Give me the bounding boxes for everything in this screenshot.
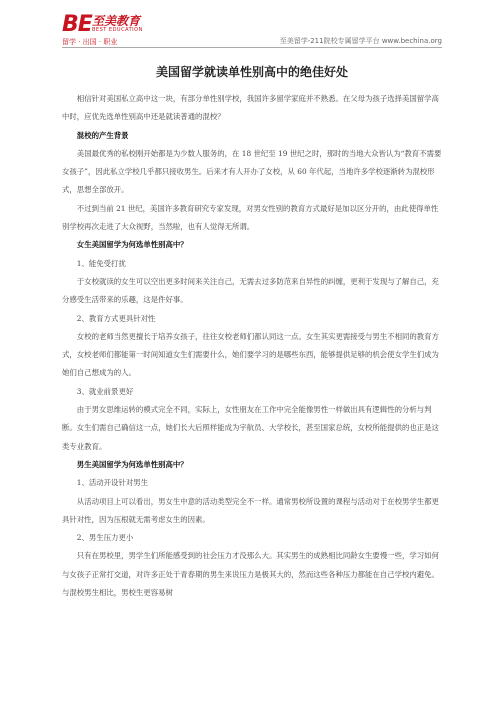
article: [62, 64, 442, 602]
logo-english-name: BEST EDUCATION: [92, 27, 143, 33]
boys-point-1-title: 1、活动开设针对男生: [76, 478, 149, 488]
background-paragraph-1: 美国最优秀的私校刚开始都是为少数人服务的，在 18 世纪至 19 世纪之时，那时的当地大众皆认为“教育不需要女孩子”，因此私立学校几乎都只接收男生。后来才有人开办了女校，从 60 年代起，当地许多学校逐渐转为混校形式，思想全部放开。: [62, 148, 442, 195]
logo-be-mark: BE: [62, 12, 92, 37]
girls-point-3-title: 3、就业前景更好: [76, 386, 134, 396]
header-site-info: 至美留学-211院校专属留学平台 www.bechina.org: [279, 37, 442, 45]
page-header: [62, 14, 442, 50]
girls-point-1-title: 1、能免受打扰: [76, 258, 126, 268]
boys-point-1-text: 从活动项目上可以看出，男女生中意的活动类型完全不一样。通常男校所设置的课程与活动对于在校男学生都更具针对性，因为压根就无需考虑女生的因素。: [62, 496, 439, 524]
logo-chinese-name: 至美教育: [92, 14, 141, 28]
background-paragraph-2: 不过到当前 21 世纪，美国许多教育研究专家发现，对男女性别的教育方式最好是加以区分开的，由此使得单性别学校再次走进了大众视野，当然啦，也有人觉得无所谓。: [62, 203, 439, 232]
best-education-logo: [62, 14, 182, 48]
section-heading-background: 混校的产生背景: [76, 130, 129, 140]
header-divider: [62, 47, 442, 48]
boys-point-2-text: 只有在男校里，男学生们所能感受到的社会压力才没那么大。其实男生的成熟相比同龄女生要慢一些，学习如何与女孩子正常打交道，对许多正处于青春期的男生来说压力是极其大的，然而这些各种压力都能在自己学校内避免。与混校男生相比，男校生更容易树: [62, 551, 439, 598]
logo-tagline: 留学 · 出国 · 职业: [62, 38, 118, 46]
intro-paragraph: 相信针对美国私立高中这一块，有部分单性别学校，我国许多留学家庭并不熟悉。在父母为孩子选择美国留学高中时，应优先选单性别高中还是就读普通的混校？: [62, 94, 439, 122]
article-title: 美国留学就读单性别高中的绝佳好处: [155, 65, 348, 79]
girls-point-2-title: 2、教育方式更具针对性: [76, 313, 156, 323]
section-heading-girls: 女生美国留学为何选单性别高中？: [76, 240, 188, 250]
girls-point-2-text: 女校的老师当然更擅长于培养女孩子，往往女校老师们都认同这一点。女生其实更需接受与男生不相同的教育方式，女校老师们都能第一时间知道女生们需要什么，她们要学习的是哪些东西，能够提供足够的机会使女学生们成为她们自己想成为的人。: [62, 331, 439, 378]
girls-point-3-text: 由于男女思维运转的模式完全不同，实际上，女性朋友在工作中完全能像男性一样做出具有逻辑性的分析与判断。女生们需自己确信这一点，她们长大后照样能成为宇航员、大学校长，甚至国家总统，女校所能提供的也正是这类专业教育。: [62, 405, 439, 451]
boys-point-2-title: 2、男生压力更小: [76, 533, 134, 543]
section-heading-boys: 男生美国留学为何选单性别高中？: [76, 459, 188, 469]
girls-point-1-text: 于女校就读的女生可以空出更多时间来关注自己，无需去过多防范来自异性的纠缠，更利于发现与了解自己，充分感受生活带来的乐趣，这是件好事。: [62, 276, 439, 305]
